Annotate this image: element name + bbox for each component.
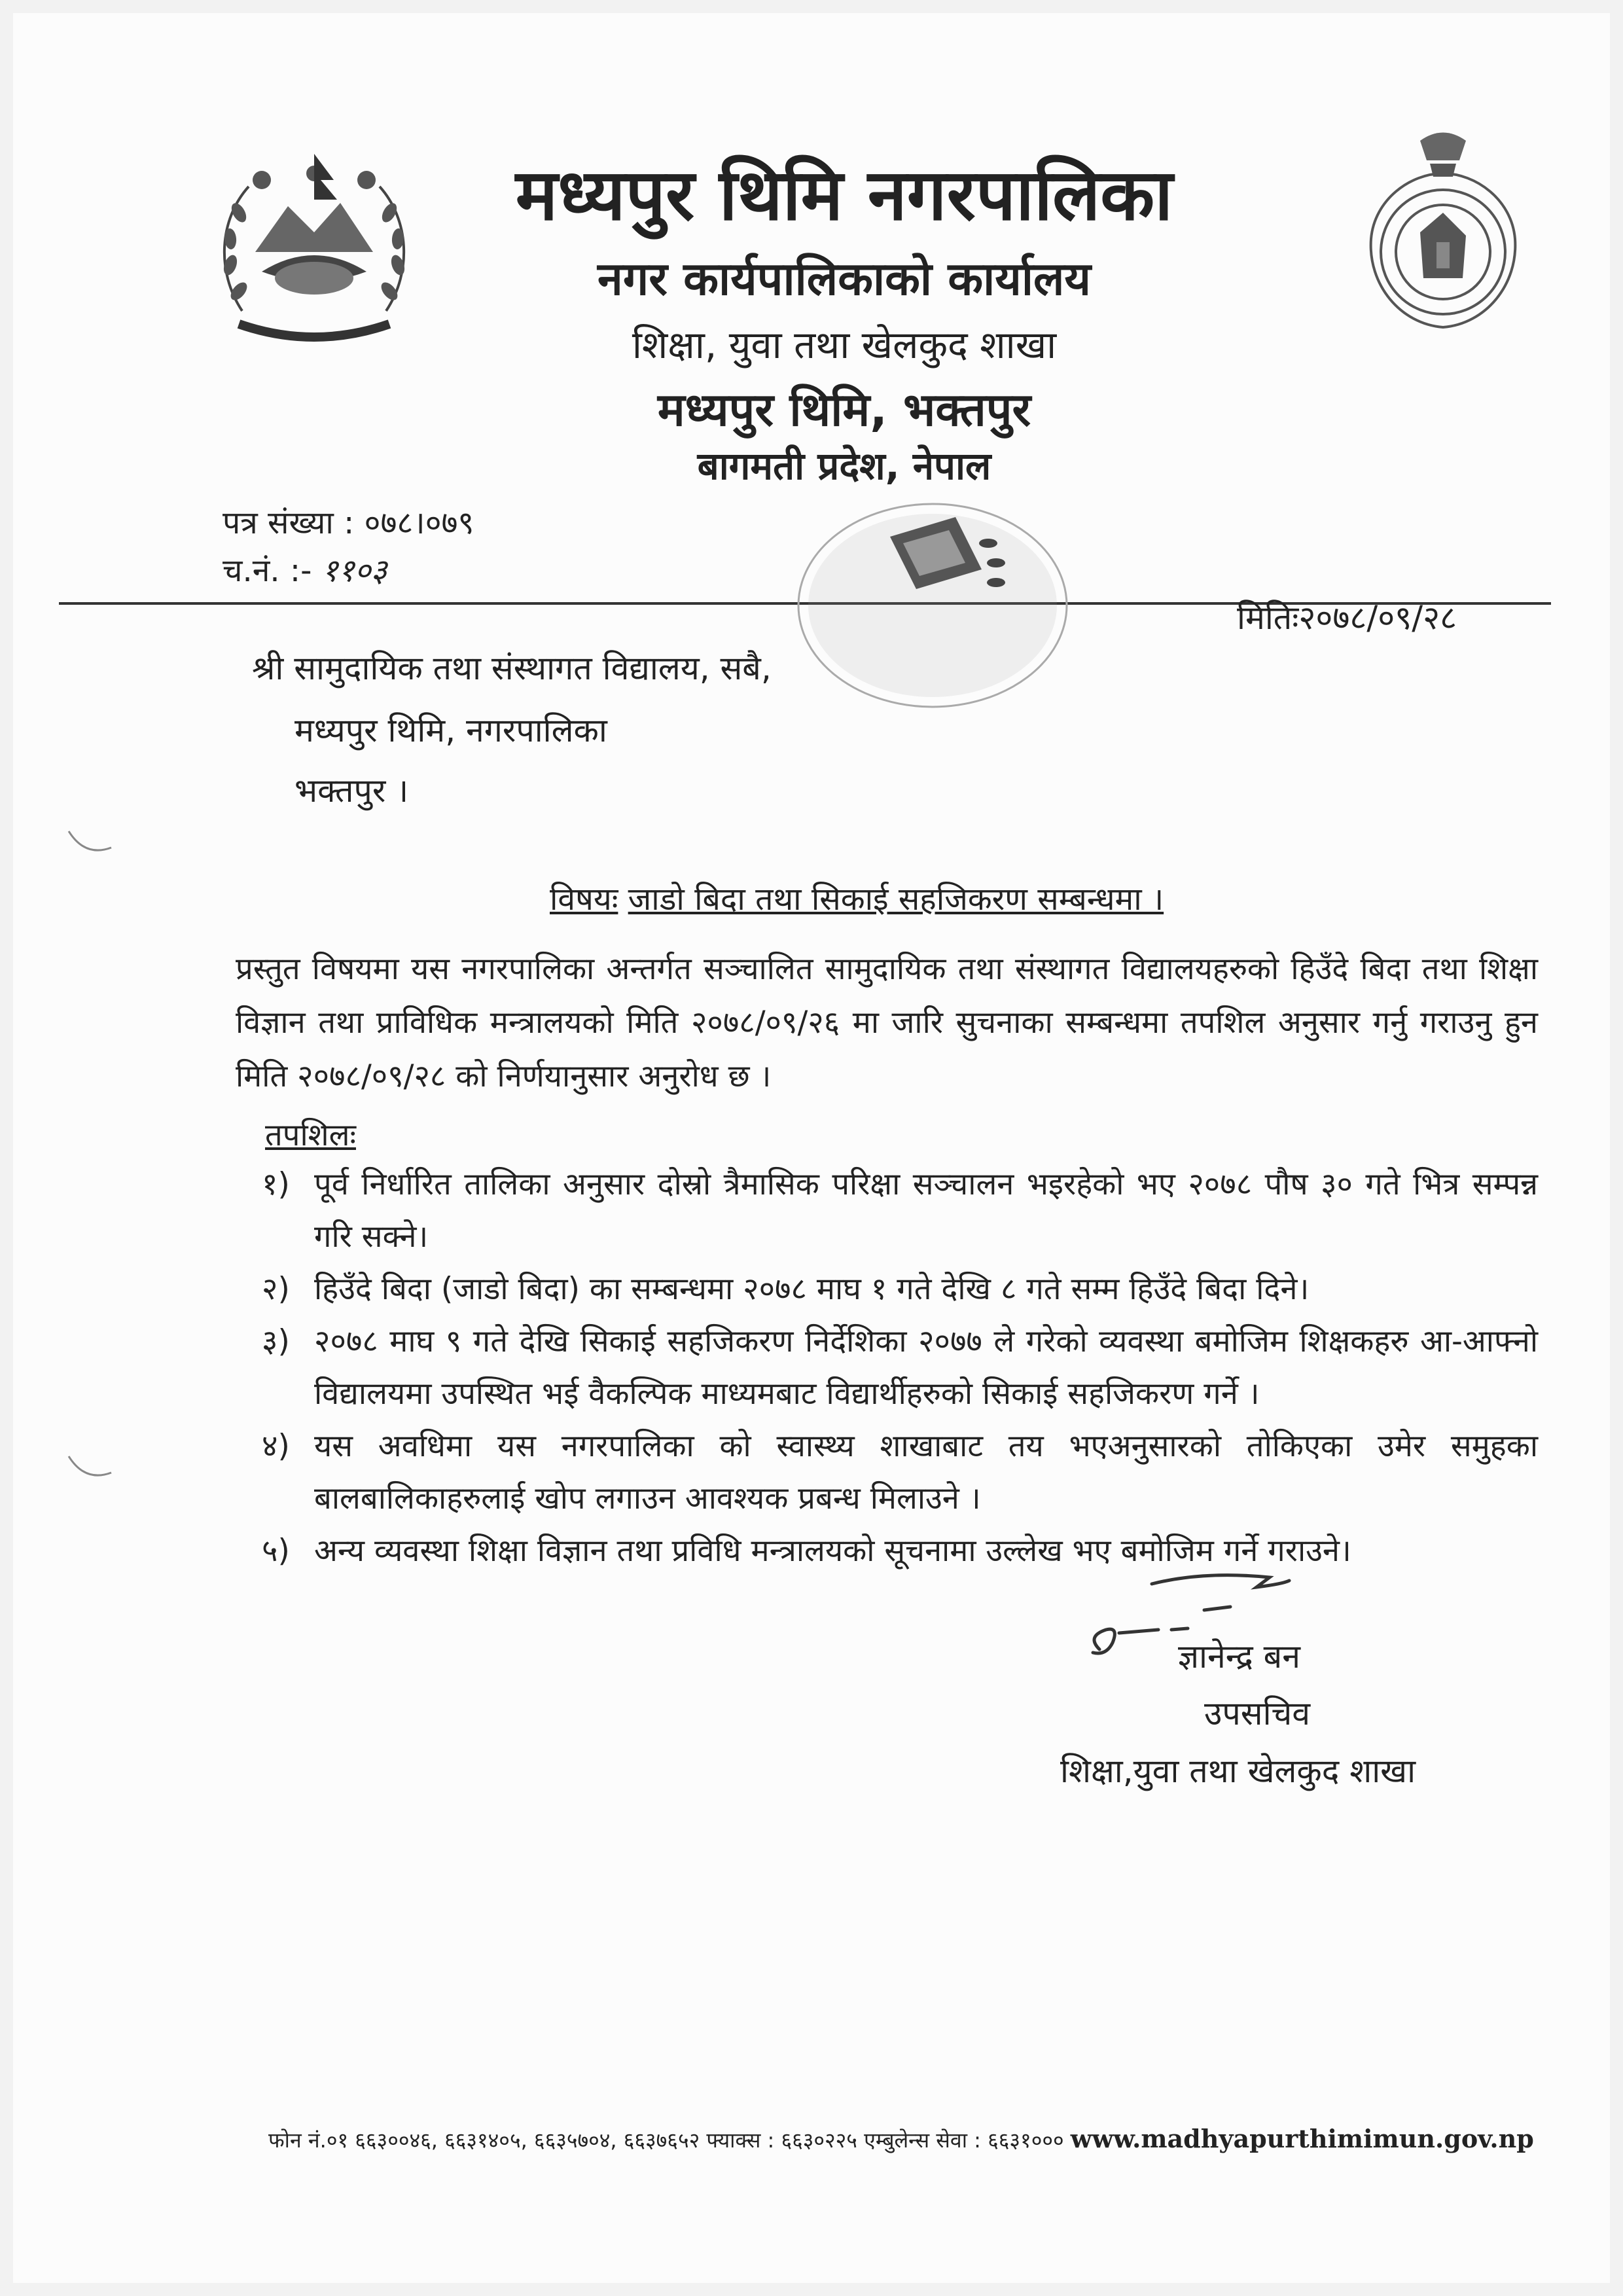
item-text: २०७८ माघ ९ गते देखि सिकाई सहजिकरण निर्देशिका २०७७ ले गरेको व्यवस्था बमोजिम शिक्षकहरु आ-आफ्नो विद्यालयमा उपस्थित भई वैकल्पिक माध्यमबाट विद्यार्थीहरुको सिकाई सहजिकरण गर्ने । xyxy=(314,1323,1538,1412)
subject-line xyxy=(550,877,1164,920)
municipality-seal-icon xyxy=(1348,128,1538,344)
subject-text: जाडो बिदा तथा सिकाई सहजिकरण सम्बन्धमा । xyxy=(628,881,1164,918)
item-number: ४) xyxy=(262,1428,290,1464)
branch-name: शिक्षा, युवा तथा खेलकुद शाखा xyxy=(632,323,1057,367)
letter-page xyxy=(13,13,1610,2283)
recipient-line-2: मध्यपुर थिमि, नगरपालिका xyxy=(294,711,607,749)
item-text: यस अवधिमा यस नगरपालिका को स्वास्थ्य शाखाबाट तय भएअनुसारको तोकिएका उमेर समुहका बालबालिकाहरुलाई खोप लगाउन आवश्यक प्रबन्ध मिलाउने । xyxy=(314,1428,1538,1516)
nepal-emblem-icon xyxy=(203,141,425,357)
dispatch-number-value: ११०३ xyxy=(321,552,387,589)
item-number: ५) xyxy=(262,1533,290,1569)
office-stamp xyxy=(792,497,1073,713)
item-number: ३) xyxy=(262,1323,290,1359)
date-label: मितिः xyxy=(1237,599,1299,637)
letter-number xyxy=(223,501,474,543)
recipient-line-1: श्री सामुदायिक तथा संस्थागत विद्यालय, सबै, xyxy=(252,649,772,687)
list-item xyxy=(262,1420,1538,1525)
item-text: पूर्व निर्धारित तालिका अनुसार दोस्रो त्रैमासिक परिक्षा सञ्चालन भइरहेको भए २०७८ पौष ३० गते भित्र सम्पन्न गरि सक्ने। xyxy=(314,1166,1538,1255)
city-name: मध्यपुर थिमि, भक्तपुर xyxy=(657,383,1031,437)
footer-contact xyxy=(268,2124,1534,2154)
dispatch-number xyxy=(223,548,387,591)
details-header: तपशिलः xyxy=(265,1117,356,1153)
subject-label: विषयः xyxy=(550,881,618,918)
province-name: बागमती प्रदेश, नेपाल xyxy=(697,444,991,488)
letter-number-label: पत्र संख्या : xyxy=(223,505,355,541)
signatory-designation: उपसचिव xyxy=(1204,1695,1311,1732)
footer-phone: फोन नं.०१ ६६३००४६, ६६३१४०५, ६६३५७०४, ६६३७६५२ फ्याक्स : ६६३०२२५ एम्बुलेन्स सेवा : ६६३१००० xyxy=(268,2128,1064,2153)
list-item xyxy=(262,1316,1538,1420)
item-text: अन्य व्यवस्था शिक्षा विज्ञान तथा प्रविधि मन्त्रालयको सूचनामा उल्लेख भए बमोजिम गर्ने गराउने। xyxy=(314,1533,1351,1569)
body-paragraph: प्रस्तुत विषयमा यस नगरपालिका अन्तर्गत सञ्चालित सामुदायिक तथा संस्थागत विद्यालयहरुको हिउँदे बिदा तथा शिक्षा विज्ञान तथा प्राविधिक मन्त्रालयको मिति २०७८/०९/२६ मा जारि सुचनाका सम्बन्धमा तपशिल अनुसार गर्नु गराउनु हुन मिति २०७८/०९/२८ को निर्णयानुसार अनुरोध छ । xyxy=(236,951,1538,1094)
list-item xyxy=(262,1158,1538,1263)
letter-date xyxy=(1237,594,1457,639)
list-item xyxy=(262,1263,1538,1316)
item-number: २) xyxy=(262,1271,290,1307)
letter-number-value: ०७८।०७९ xyxy=(364,505,474,541)
item-number: १) xyxy=(262,1166,290,1202)
item-text: हिउँदे बिदा (जाडो बिदा) का सम्बन्धमा २०७८ माघ १ गते देखि ८ गते सम्म हिउँदे बिदा दिने। xyxy=(314,1271,1310,1307)
signatory-branch: शिक्षा,युवा तथा खेलकुद शाखा xyxy=(1060,1752,1416,1790)
date-value: २०७८/०९/२८ xyxy=(1298,599,1457,637)
org-name: मध्यपुर थिमि नगरपालिका xyxy=(515,154,1173,236)
signatory-name: ज्ञानेन्द्र बन xyxy=(1178,1638,1300,1676)
punch-mark-bottom xyxy=(65,1453,118,1486)
footer-website: www.madhyapurthimimun.gov.np xyxy=(1070,2124,1534,2153)
office-name: नगर कार्यपालिकाको कार्यालय xyxy=(597,252,1092,306)
recipient-line-3: भक्तपुर । xyxy=(294,772,409,810)
punch-mark-top xyxy=(65,828,118,861)
dispatch-number-label: च.नं. :- xyxy=(223,552,312,589)
